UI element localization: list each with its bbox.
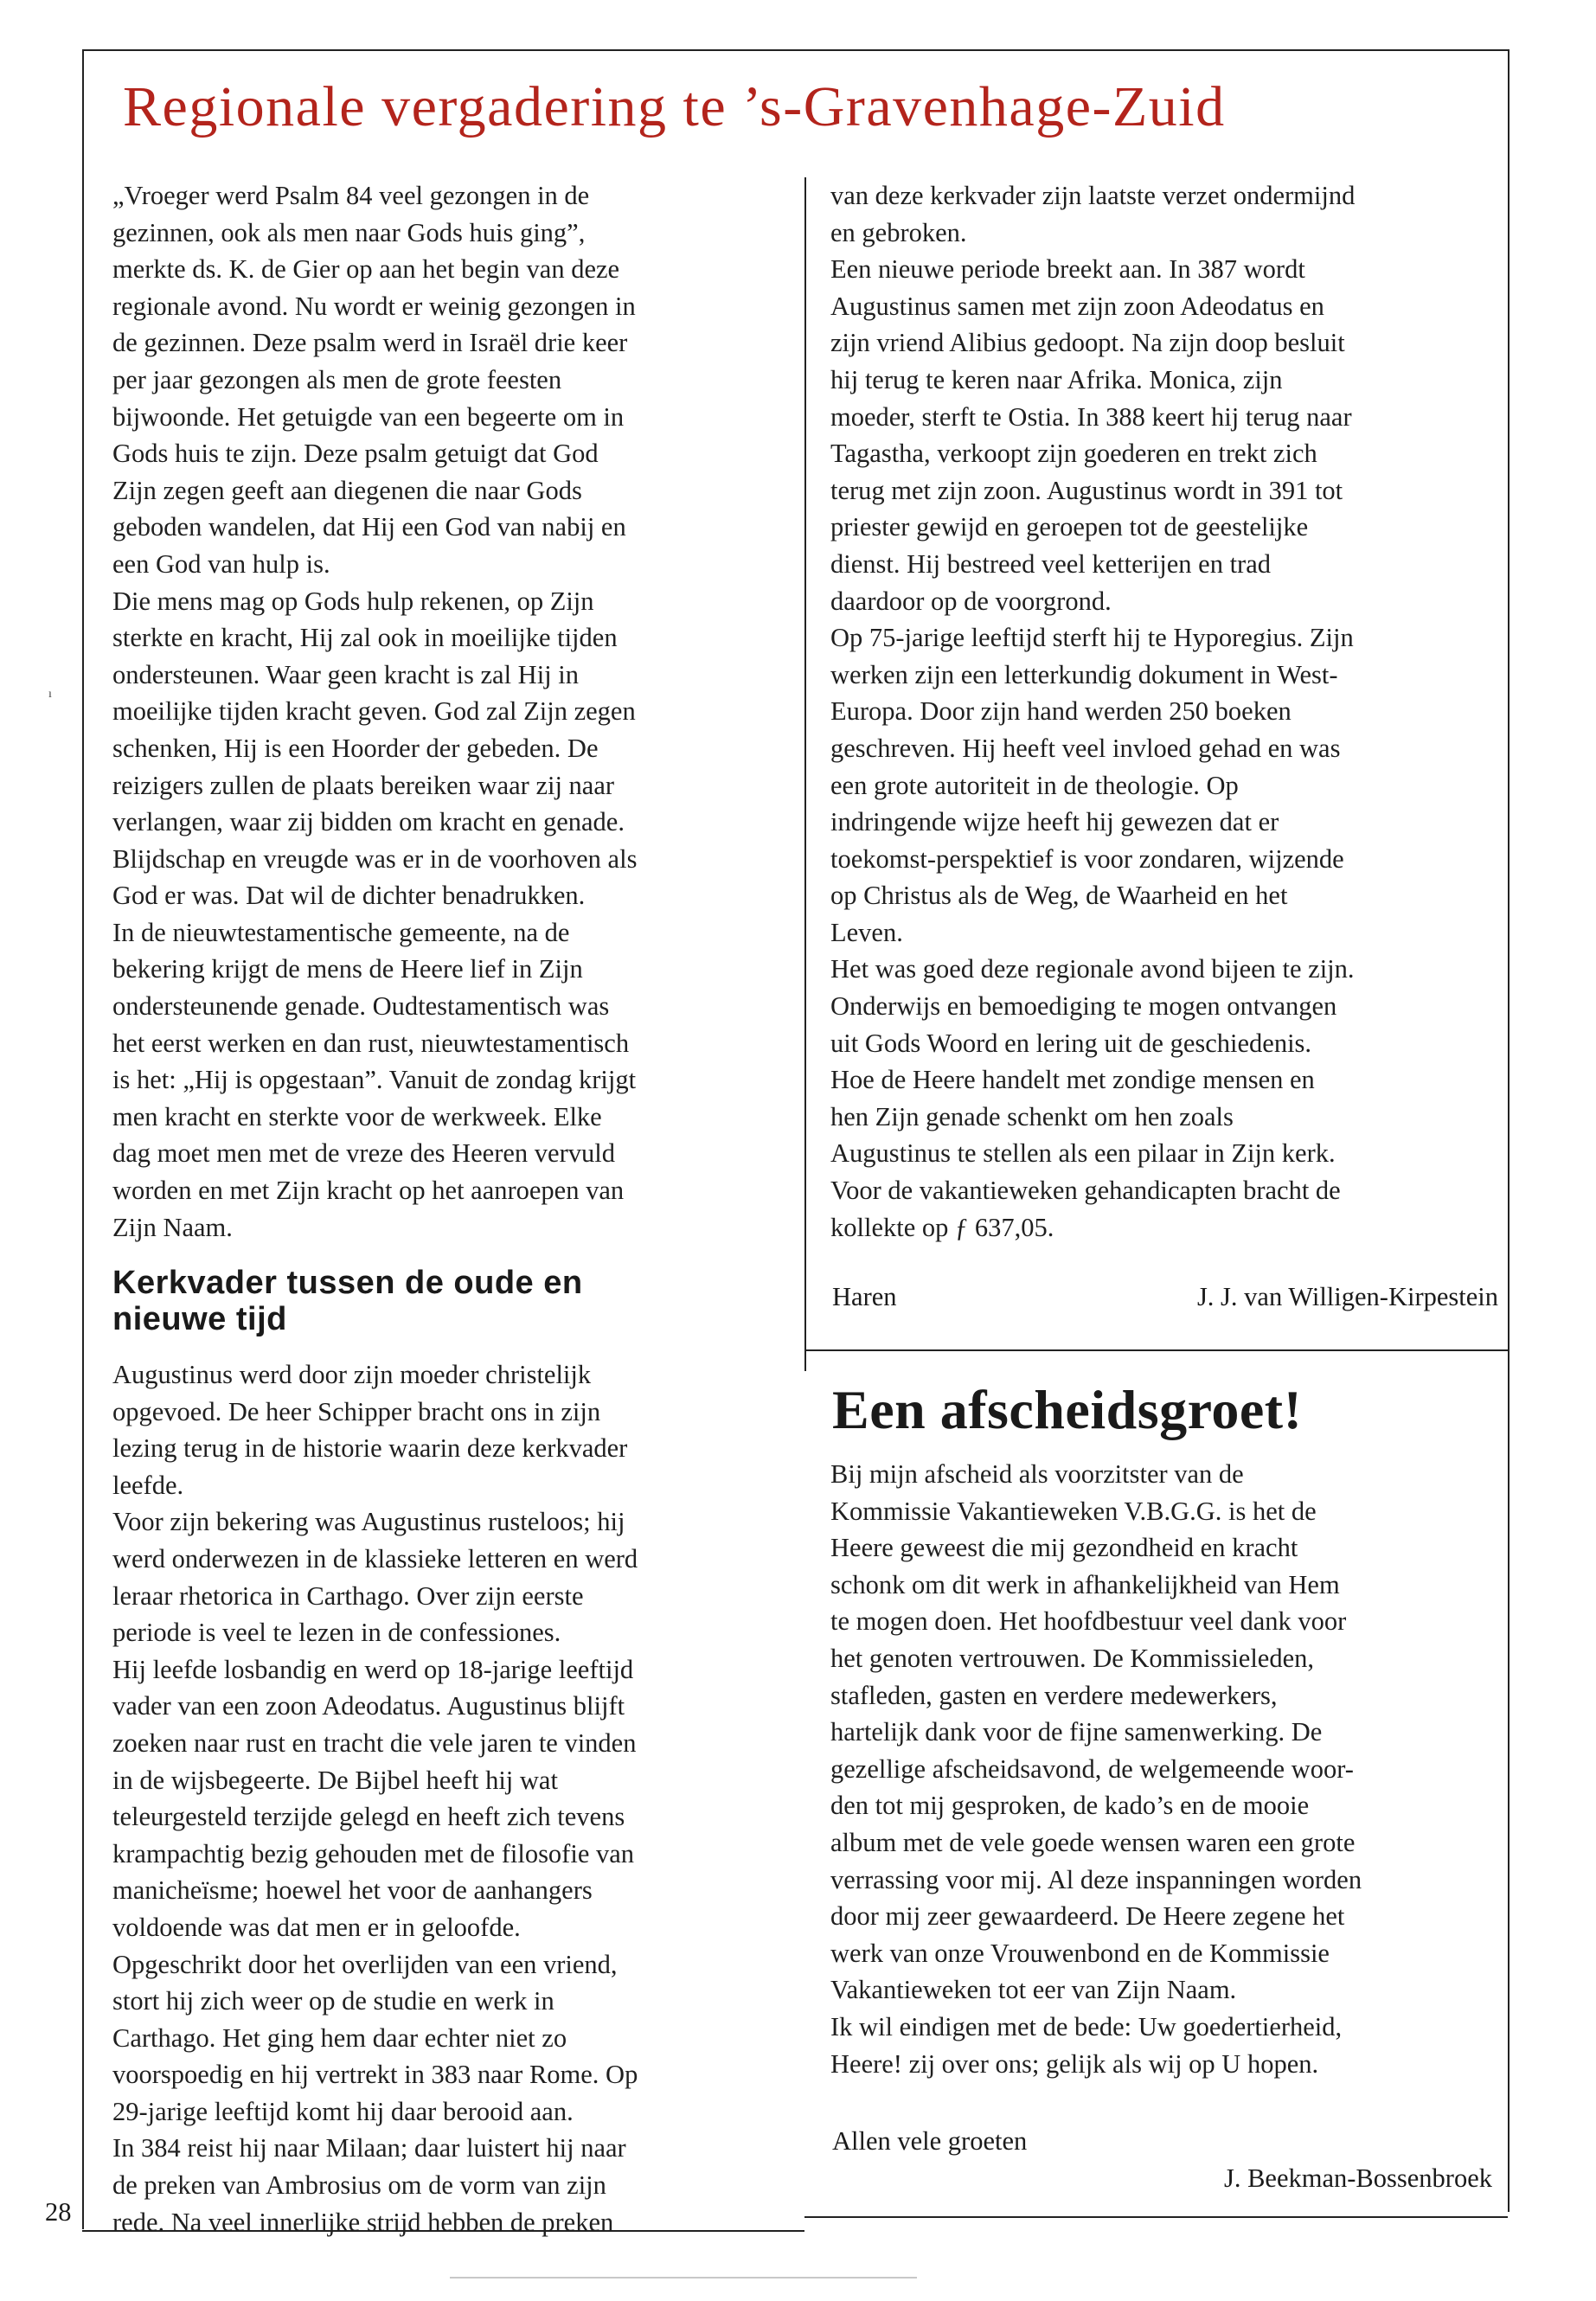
text-line: Een nieuwe periode breekt aan. In 387 wordt [830, 254, 1305, 285]
article-left-column-top [112, 177, 787, 1246]
page-number: 28 [45, 2197, 72, 2227]
text-line: album met de vele goede wensen waren een grote [830, 1827, 1356, 1857]
farewell-greeting: Allen vele groeten [832, 2126, 1028, 2156]
text-line: hartelijk dank voor de fijne samenwerking. De [830, 1717, 1323, 1747]
text-line: teleurgesteld terzijde gelegd en heeft zich tevens [112, 1802, 625, 1832]
text-line: stort hij zich weer op de studie en werk in [112, 1986, 554, 2016]
text-line: werken zijn een letterkundig dokument in West- [830, 659, 1338, 689]
subheading-line: Kerkvader tussen de oude en [112, 1265, 583, 1301]
text-line: Onderwijs en bemoediging te mogen ontvangen [830, 991, 1337, 1022]
text-line: gezinnen, ook als men naar Gods huis ging”, [112, 217, 586, 247]
text-line: periode is veel te lezen in de confessiones. [112, 1618, 561, 1648]
text-line: werd onderwezen in de klassieke letteren en werd [112, 1543, 638, 1574]
text-line: Europa. Door zijn hand werden 250 boeken [830, 696, 1292, 727]
text-line: Augustinus werd door zijn moeder christelijk [112, 1360, 592, 1389]
text-line: regionale avond. Nu wordt er weinig gezongen in [112, 291, 636, 321]
section-separator [804, 1349, 1508, 1351]
article-left-column-bottom [112, 1356, 787, 2240]
text-line: priester gewijd en geroepen tot de geestelijke [830, 512, 1309, 542]
frame-top-rule [82, 49, 1509, 51]
text-line: Zijn Naam. [112, 1212, 233, 1242]
text-line: Tagastha, verkoopt zijn goederen en trekt zich [830, 439, 1317, 469]
text-line: stafleden, gasten en verdere medewerkers, [830, 1680, 1278, 1710]
text-line: Hij leefde losbandig en werd op 18-jarige leeftijd [112, 1654, 634, 1684]
text-line: In de nieuwtestamentische gemeente, na de [112, 917, 570, 947]
page-title: Regionale vergadering te ’s-Gravenhage-Zuid [123, 75, 1226, 138]
article-right-column [830, 177, 1497, 1246]
text-line: en gebroken. [830, 217, 967, 247]
margin-mark: ı [48, 688, 52, 701]
text-line: door mij zeer gewaardeerd. De Heere zegene het [830, 1901, 1345, 1932]
text-line: sterkte en kracht, Hij zal ook in moeilijke tijden [112, 623, 618, 653]
text-line: ondersteunende genade. Oudtestamentisch was [112, 991, 610, 1022]
text-line: Blijdschap en vreugde was er in de voorhoven als [112, 843, 638, 874]
text-line: op Christus als de Weg, de Waarheid en het [830, 881, 1288, 911]
text-line: In 384 reist hij naar Milaan; daar luistert hij naar [112, 2133, 626, 2163]
text-line: bekering krijgt de mens de Heere lief in Zijn [112, 954, 583, 984]
frame-left-rule [82, 49, 84, 2229]
text-line: dag moet men met de vreze des Heeren vervuld [112, 1138, 615, 1169]
text-line: Heere geweest die mij gezondheid en kracht [830, 1533, 1298, 1563]
text-line: men kracht en sterkte voor de werkweek. Elke [112, 1101, 602, 1131]
signature-place: Haren [832, 1282, 897, 1311]
text-line: van deze kerkvader zijn laatste verzet ondermijnd [830, 181, 1356, 210]
farewell-title: Een afscheidsgroet! [832, 1379, 1303, 1440]
text-line: manicheïsme; hoewel het voor de aanhangers [112, 1875, 593, 1906]
text-line: Op 75-jarige leeftijd sterft hij te Hyporegius. Zijn [830, 623, 1354, 653]
text-line: kollekte op ƒ 637,05. [830, 1212, 1054, 1242]
text-line: het eerst werken en dan rust, nieuwtestamentisch [112, 1028, 630, 1058]
text-line: leefde. [112, 1470, 184, 1500]
text-line: zoeken naar rust en tracht die vele jaren te vinden [112, 1727, 637, 1758]
box-bottom-rule [804, 2216, 1508, 2218]
text-line: worden en met Zijn kracht op het aanroepen van [112, 1176, 625, 1206]
text-line: dienst. Hij bestreed veel ketterijen en trad [830, 548, 1271, 579]
text-line: Opgeschrikt door het overlijden van een vriend, [112, 1949, 618, 1979]
page-edge-line [450, 2277, 917, 2279]
text-line: den tot mij gesproken, de kado’s en de mooie [830, 1791, 1310, 1821]
frame-right-rule [1508, 49, 1509, 2212]
text-line: leraar rhetorica in Carthago. Over zijn eerste [112, 1580, 584, 1611]
text-line: God er was. Dat wil de dichter benadrukken. [112, 881, 586, 911]
text-line: voldoende was dat men er in geloofde. [112, 1912, 521, 1942]
text-line: per jaar gezongen als men de grote feesten [112, 364, 562, 394]
text-line: Carthago. Het ging hem daar echter niet zo [112, 2022, 567, 2053]
text-line: ondersteunen. Waar geen kracht is zal Hij in [112, 659, 580, 689]
subheading-line: nieuwe tijd [112, 1301, 287, 1337]
text-line: opgevoed. De heer Schipper bracht ons in zijn [112, 1396, 601, 1426]
text-line: indringende wijze heeft hij gewezen dat er [830, 807, 1279, 837]
text-line: hij terug te keren naar Afrika. Monica, zijn [830, 364, 1283, 394]
text-line: een grote autoriteit in de theologie. Op [830, 770, 1239, 800]
text-line: moeder, sterft te Ostia. In 388 keert hij terug naar [830, 401, 1352, 432]
text-line: moeilijke tijden kracht geven. God zal Zijn zegen [112, 696, 636, 727]
text-line: verrassing voor mij. Al deze inspanningen worden [830, 1864, 1362, 1894]
text-line: daardoor op de voorgrond. [830, 586, 1112, 616]
text-line: Hoe de Heere handelt met zondige mensen en [830, 1065, 1315, 1095]
text-line: Voor zijn bekering was Augustinus rusteloos; hij [112, 1507, 625, 1537]
signature-author: J. J. van Willigen-Kirpestein [1196, 1282, 1498, 1311]
text-line: toekomst-perspektief is voor zondaren, wijzende [830, 843, 1344, 874]
text-line: Zijn zegen geeft aan diegenen die naar Gods [112, 475, 582, 505]
text-line: te mogen doen. Het hoofdbestuur veel dank voor [830, 1606, 1347, 1637]
text-line: schonk om dit werk in afhankelijkheid van Hem [830, 1569, 1340, 1599]
text-line: Gods huis te zijn. Deze psalm getuigt dat God [112, 439, 599, 469]
text-line: het genoten vertrouwen. De Kommissieleden, [830, 1643, 1315, 1673]
text-line: Kommissie Vakantieweken V.B.G.G. is het de [830, 1496, 1317, 1526]
text-line: geboden wandelen, dat Hij een God van nabij en [112, 512, 626, 542]
text-line: de gezinnen. Deze psalm werd in Israël drie keer [112, 328, 628, 358]
article-signature [832, 1279, 1498, 1317]
text-line: Augustinus samen met zijn zoon Adeodatus en [830, 291, 1324, 321]
text-line: Heere! zij over ons; gelijk als wij op U hopen. [830, 2048, 1319, 2079]
farewell-author: J. Beekman-Bossenbroek [1223, 2163, 1492, 2193]
text-line: hen Zijn genade schenkt om hen zoals [830, 1101, 1234, 1131]
text-line: schenken, Hij is een Hoorder der gebeden. De [112, 733, 599, 763]
text-line: lezing terug in de historie waarin deze kerkvader [112, 1433, 628, 1464]
text-line: Vakantieweken tot eer van Zijn Naam. [830, 1975, 1237, 2005]
text-line: gezellige afscheidsavond, de welgemeende woor- [830, 1753, 1354, 1784]
text-line: „Vroeger werd Psalm 84 veel gezongen in de [112, 181, 590, 210]
text-line: een God van hulp is. [112, 548, 330, 579]
farewell-body [830, 1456, 1497, 2082]
text-line: Bij mijn afscheid als voorzitster van de [830, 1459, 1244, 1489]
text-line: in de wijsbegeerte. De Bijbel heeft hij wat [112, 1765, 558, 1795]
text-line: geschreven. Hij heeft veel invloed gehad en was [830, 733, 1341, 763]
text-line: Die mens mag op Gods hulp rekenen, op Zijn [112, 586, 594, 616]
text-line: vader van een zoon Adeodatus. Augustinus blijft [112, 1691, 625, 1721]
text-line: werk van onze Vrouwenbond en de Kommissie [830, 1938, 1330, 1968]
text-line: uit Gods Woord en lering uit de geschiedenis. [830, 1028, 1312, 1058]
section-subheading [112, 1265, 770, 1337]
text-line: 29-jarige leeftijd komt hij daar berooid aan. [112, 2096, 574, 2126]
text-line: voorspoedig en hij vertrekt in 383 naar Rome. Op [112, 2060, 638, 2090]
text-line: rede. Na veel innerlijke strijd hebben de preken [112, 2207, 614, 2237]
text-line: krampachtig bezig gehouden met de filosofie van [112, 1838, 635, 1868]
text-line: terug met zijn zoon. Augustinus wordt in 391 tot [830, 475, 1343, 505]
text-line: Ik wil eindigen met de bede: Uw goedertierheid, [830, 2011, 1343, 2041]
text-line: zijn vriend Alibius gedoopt. Na zijn doop besluit [830, 328, 1345, 358]
text-line: is het: „Hij is opgestaan”. Vanuit de zondag krijgt [112, 1065, 637, 1095]
text-line: verlangen, waar zij bidden om kracht en genade. [112, 807, 625, 837]
text-line: Voor de vakantieweken gehandicapten bracht de [830, 1176, 1341, 1206]
column-divider [804, 177, 806, 1371]
text-line: bijwoonde. Het getuigde van een begeerte om in [112, 401, 625, 432]
text-line: Augustinus te stellen als een pilaar in Zijn kerk. [830, 1138, 1336, 1169]
text-line: reizigers zullen de plaats bereiken waar zij naar [112, 770, 615, 800]
text-line: de preken van Ambrosius om de vorm van zijn [112, 2170, 606, 2201]
text-line: Het was goed deze regionale avond bijeen te zijn. [830, 954, 1355, 984]
text-line: Leven. [830, 917, 903, 947]
text-line: merkte ds. K. de Gier op aan het begin van deze [112, 254, 620, 285]
